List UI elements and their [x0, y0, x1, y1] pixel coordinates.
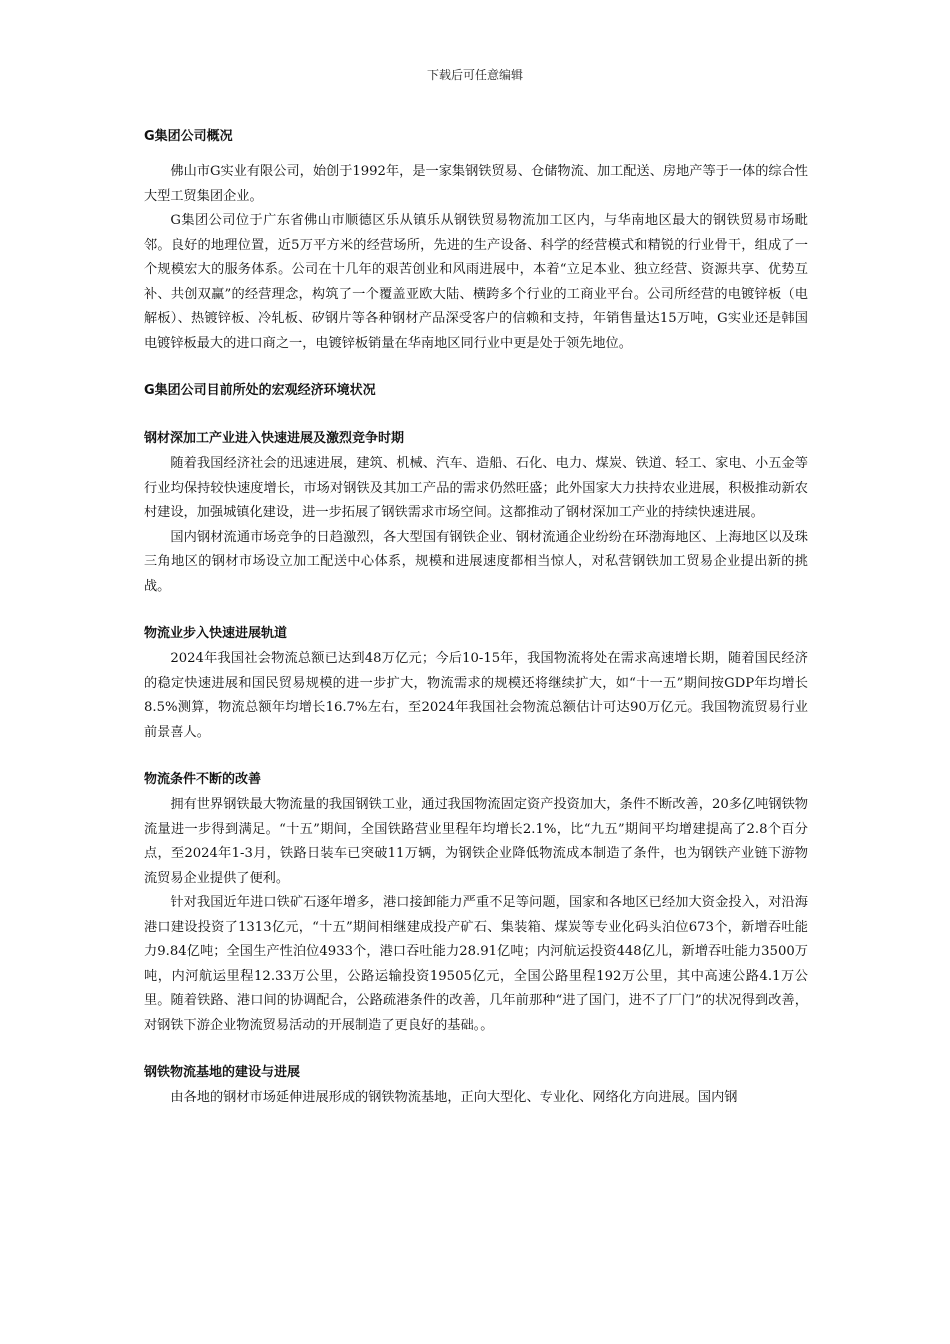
section-title-logistics-base: 钢铁物流基地的建设与进展: [144, 1065, 301, 1080]
document-body: [144, 124, 808, 1111]
paragraph: 由各地的钢材市场延伸进展形成的钢铁物流基地，正向大型化、专业化、网络化方向进展。国内钢: [170, 1090, 738, 1105]
section-title-logistics-growth: 物流业步入快速进展轨道: [144, 626, 288, 641]
paragraph: 佛山市G实业有限公司，始创于1992年，是一家集钢铁贸易、仓储物流、加工配送、房地产等于一体的综合性大型工贸集团企业。: [144, 164, 808, 204]
paragraph: 随着我国经济社会的迅速进展，建筑、机械、汽车、造船、石化、电力、煤炭、铁道、轻工、家电、小五金等行业均保持较快速度增长，市场对钢铁及其加工产品的需求仍然旺盛；此外国家大力扶持农业进展，积极推动新农村建设，加强城镇化建设，进一步拓展了钢铁需求市场空间。这都推动了钢材深加工产业的持续快速进展。: [144, 456, 808, 520]
section-title-steel-processing: 钢材深加工产业进入快速进展及激烈竞争时期: [144, 431, 405, 446]
paragraph: G集团公司位于广东省佛山市顺德区乐从镇乐从钢铁贸易物流加工区内，与华南地区最大的钢铁贸易市场毗邻。良好的地理位置，近5万平方米的经营场所，先进的生产设备、科学的经营模式和精锐的行业骨干，组成了一个规模宏大的服务体系。公司在十几年的艰苦创业和风雨进展中，本着“立足本业、独立经营、资源共享、优势互补、共创双赢”的经营理念，构筑了一个覆盖亚欧大陆、横跨多个行业的工商业平台。公司所经营的电镀锌板（电解板）、热镀锌板、冷轧板、矽钢片等各种钢材产品深受客户的信赖和支持，年销售量达15万吨，G实业还是韩国电镀锌板最大的进口商之一，电镀锌板销量在华南地区同行业中更是处于领先地位。: [144, 213, 808, 351]
paragraph: 2024年我国社会物流总额已达到48万亿元；今后10-15年，我国物流将处在需求高速增长期，随着国民经济的稳定快速进展和国民贸易规模的进一步扩大，物流需求的规模还将继续扩大，如“十一五”期间按GDP年均增长8.5%测算，物流总额年均增长16.7%左右，至2024年我国社会物流总额估计可达90万亿元。我国物流贸易行业前景喜人。: [144, 651, 808, 740]
paragraph: 针对我国近年进口铁矿石逐年增多，港口接卸能力严重不足等问题，国家和各地区已经加大资金投入，对沿海港口建设投资了1313亿元，“十五”期间相继建成投产矿石、集装箱、煤炭等专业化码头泊位673个，新增吞吐能力9.84亿吨；全国生产性泊位4933个，港口吞吐能力28.91亿吨；内河航运投资448亿儿，新增吞吐能力3500万吨，内河航运里程12.33万公里，公路运输投资19505亿元，全国公路里程192万公里，其中高速公路4.1万公里。随着铁路、港口间的协调配合，公路疏港条件的改善，几年前那种“进了国门，进不了厂门”的状况得到改善，对钢铁下游企业物流贸易活动的开展制造了更良好的基础。。: [144, 895, 808, 1033]
page-header: 下载后可任意编辑: [426, 68, 523, 82]
section-title-macro-environment: G集团公司目前所处的宏观经济环境状况: [144, 383, 376, 398]
paragraph: 拥有世界钢铁最大物流量的我国钢铁工业，通过我国物流固定资产投资加大，条件不断改善，20多亿吨钢铁物流量进一步得到满足。“十五”期间，全国铁路营业里程年均增长2.1%，比“九五”期间平均增建提高了2.8个百分点，至2024年1-3月，铁路日装车已突破11万辆，为钢铁企业降低物流成本制造了条件，也为钢铁产业链下游物流贸易企业提供了便利。: [144, 797, 808, 886]
section-title-overview: G集团公司概况: [144, 129, 233, 144]
paragraph: 国内钢材流通市场竞争的日趋激烈，各大型国有钢铁企业、钢材流通企业纷纷在环渤海地区、上海地区以及珠三角地区的钢材市场设立加工配送中心体系，规模和进展速度都相当惊人，对私营钢铁加工贸易企业提出新的挑战。: [144, 529, 808, 594]
section-title-logistics-conditions: 物流条件不断的改善: [144, 772, 262, 787]
